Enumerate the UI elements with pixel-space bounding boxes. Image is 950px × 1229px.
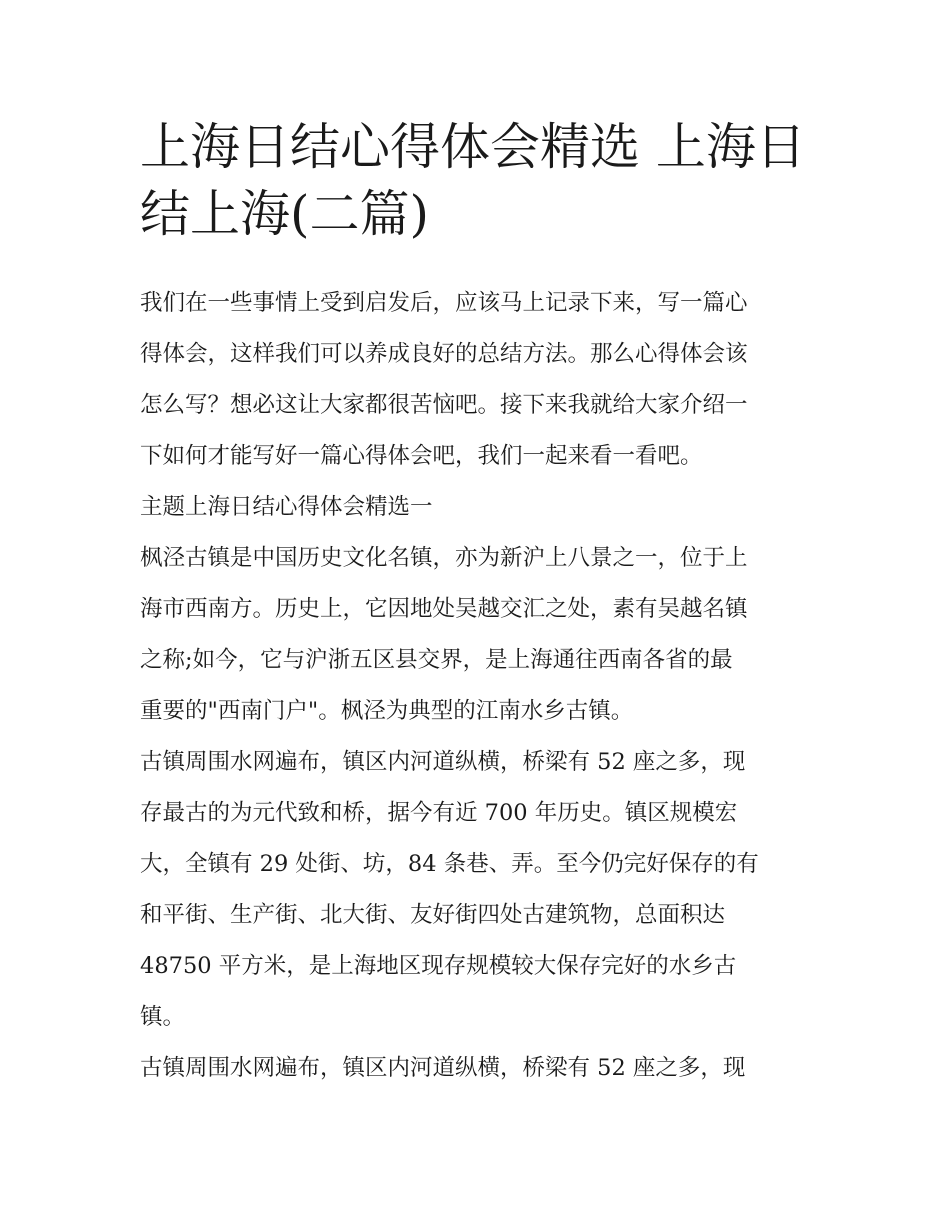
paragraph-waterways — [140, 737, 820, 1043]
text-line: 镇。 — [140, 1004, 186, 1030]
document-page — [140, 114, 820, 1094]
intro-paragraph — [140, 278, 820, 482]
text-line: 48750 平方米，是上海地区现存规模较大保存完好的水乡古 — [140, 953, 737, 979]
title-line-1: 上海日结心得体会精选 上海日 — [140, 118, 806, 176]
document-body — [140, 278, 820, 1094]
text-line: 主题上海日结心得体会精选一 — [140, 494, 433, 520]
title-line-2: 结上海(二篇) — [140, 185, 430, 243]
paragraph-fengjing-intro — [140, 533, 820, 737]
text-line: 古镇周围水网遍布，镇区内河道纵横，桥梁有 52 座之多，现 — [140, 1055, 746, 1081]
section-heading — [140, 482, 820, 533]
text-line: 枫泾古镇是中国历史文化名镇，亦为新沪上八景之一，位于上 — [140, 545, 748, 571]
text-line: 古镇周围水网遍布，镇区内河道纵横，桥梁有 52 座之多，现 — [140, 749, 746, 775]
text-line: 得体会，这样我们可以养成良好的总结方法。那么心得体会该 — [140, 341, 748, 367]
document-title — [140, 114, 820, 248]
text-line: 我们在一些事情上受到启发后，应该马上记录下来，写一篇心 — [140, 290, 748, 316]
text-line: 重要的"西南门户"。枫泾为典型的江南水乡古镇。 — [140, 698, 634, 724]
text-line: 存最古的为元代致和桥，据今有近 700 年历史。镇区规模宏 — [140, 800, 738, 826]
text-line: 海市西南方。历史上，它因地处吴越交汇之处，素有吴越名镇 — [140, 596, 748, 622]
text-line: 和平街、生产街、北大街、友好街四处古建筑物，总面积达 — [140, 902, 726, 928]
text-line: 之称;如今，它与沪浙五区县交界，是上海通往西南各省的最 — [140, 647, 733, 673]
text-line: 怎么写？想必这让大家都很苦恼吧。接下来我就给大家介绍一 — [140, 392, 748, 418]
text-line: 大，全镇有 29 处街、坊，84 条巷、弄。至今仍完好保存的有 — [140, 851, 759, 877]
text-line: 下如何才能写好一篇心得体会吧，我们一起来看一看吧。 — [140, 443, 703, 469]
paragraph-waterways-repeat — [140, 1043, 820, 1094]
